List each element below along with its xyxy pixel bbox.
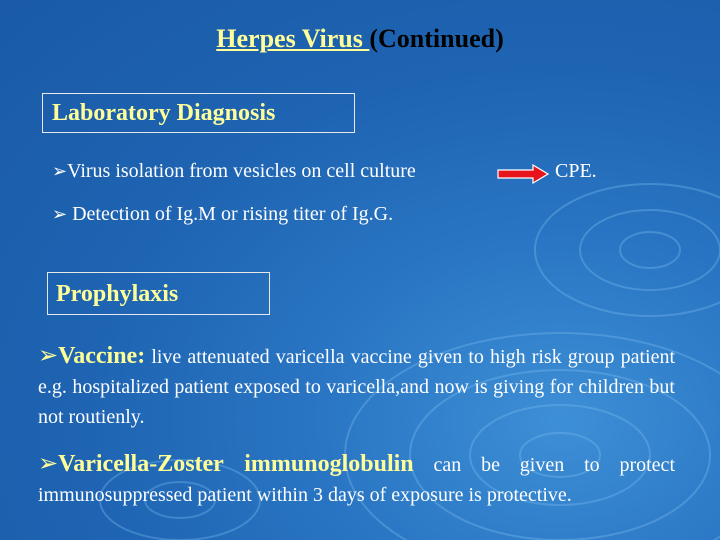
immunoglobulin-heading: Varicella-Zoster immunoglobulin [58,451,414,477]
lab-bullet-1 [52,160,416,183]
immunoglobulin-text: can be given to protect immunosuppressed patient within 3 days of exposure is protective. [38,454,675,506]
arrowhead-bullet-icon: ➢ [52,161,68,182]
lab-bullet-2-text: Detection of Ig.M or rising titer of Ig.G. [67,203,394,225]
immunoglobulin-paragraph [38,448,675,510]
right-arrow-icon [497,164,549,184]
slide-title [0,24,720,54]
vaccine-paragraph [38,340,675,432]
prophylaxis-heading: Prophylaxis [47,272,270,315]
title-rest: (Continued) [369,24,504,53]
lab-bullet-1-result: CPE. [555,160,597,182]
title-underlined-part: Herpes Virus [216,24,370,53]
vaccine-text: live attenuated varicella vaccine given to high risk group patient e.g. hospitalized patient exposed to varicella,and now is giving for children but not routienly. [38,346,675,428]
lab-bullet-2 [52,203,393,226]
arrowhead-bullet-icon: ➢ [38,341,59,369]
lab-diagnosis-heading: Laboratory Diagnosis [42,93,355,133]
lab-bullet-1-text: Virus isolation from vesicles on cell culture [67,160,416,182]
arrowhead-bullet-icon: ➢ [52,204,68,225]
vaccine-heading: Vaccine: [58,343,146,369]
arrowhead-bullet-icon: ➢ [38,449,59,477]
